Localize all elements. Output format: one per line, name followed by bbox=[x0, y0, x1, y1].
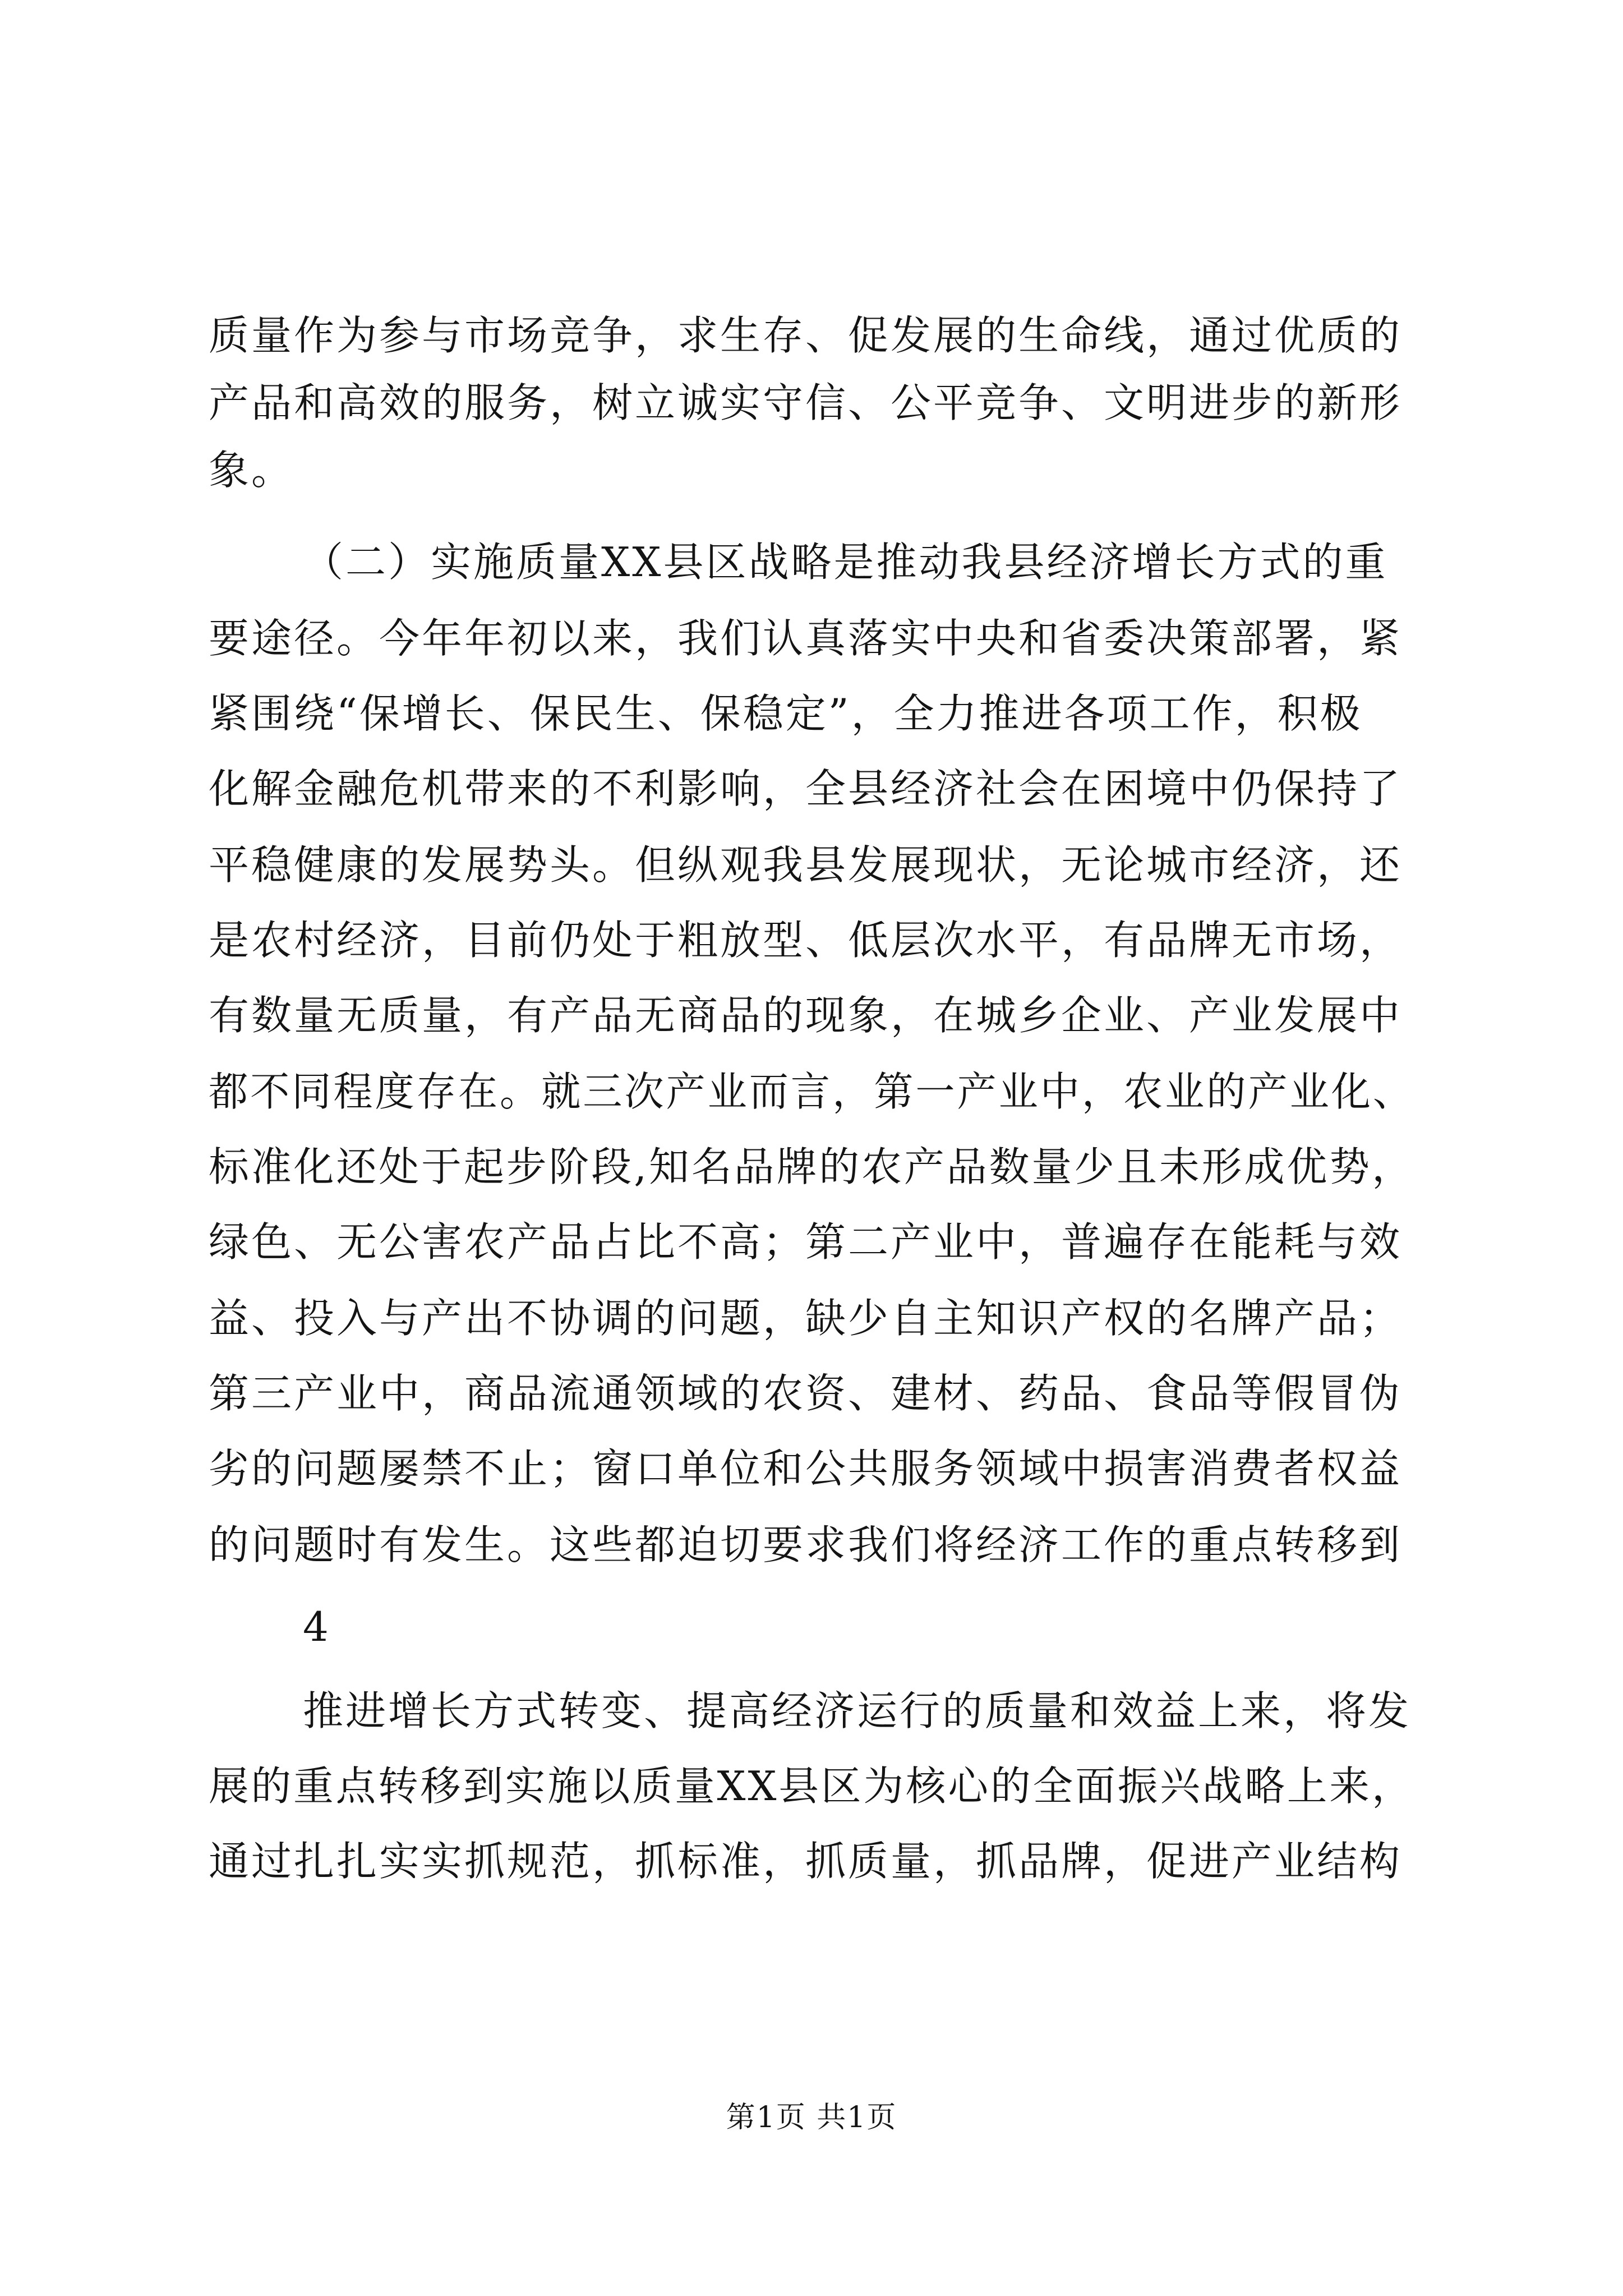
paragraph-2-line-2: 要途径。今年年初以来，我们认真落实中央和省委决策部署，紧 bbox=[209, 615, 1403, 662]
paragraph-2-line-5: 平稳健康的发展势头。但纵观我县发展现状，无论城市经济，还 bbox=[209, 841, 1403, 889]
paragraph-2-line-3: 紧围绕“保增长、保民生、保稳定”，全力推进各项工作，积极 bbox=[209, 690, 1363, 737]
paragraph-1-line-1: 质量作为参与市场竞争，求生存、促发展的生命线，通过优质的 bbox=[209, 312, 1403, 359]
paragraph-2-line-12: 第三产业中，商品流通领域的农资、建材、药品、食品等假冒伪 bbox=[209, 1370, 1403, 1417]
paragraph-2-line-4: 化解金融危机带来的不利影响，全县经济社会在困境中仍保持了 bbox=[209, 765, 1403, 812]
paragraph-2-line-1: （二）实施质量XX县区战略是推动我县经济增长方式的重 bbox=[303, 539, 1388, 586]
paragraph-2-line-8: 都不同程度存在。就三次产业而言，第一产业中，农业的产业化、 bbox=[209, 1068, 1415, 1115]
page-footer: 第1页 共1页 bbox=[726, 2101, 897, 2134]
paragraph-2-line-7: 有数量无质量，有产品无商品的现象，在城乡企业、产业发展中 bbox=[209, 992, 1403, 1039]
paragraph-1-line-3: 象。 bbox=[209, 447, 294, 494]
page-marker: 4 bbox=[303, 1603, 329, 1650]
paragraph-3-line-2: 展的重点转移到实施以质量XX县区为核心的全面振兴战略上来， bbox=[209, 1763, 1414, 1810]
paragraph-1-line-2: 产品和高效的服务，树立诚实守信、公平竞争、文明进步的新形 bbox=[209, 379, 1403, 426]
paragraph-2-line-11: 益、投入与产出不协调的问题，缺少自主知识产权的名牌产品； bbox=[209, 1295, 1403, 1342]
paragraph-2-line-10: 绿色、无公害农产品占比不高；第二产业中，普遍存在能耗与效 bbox=[209, 1218, 1403, 1266]
paragraph-2-line-13: 劣的问题屡禁不止；窗口单位和公共服务领域中损害消费者权益 bbox=[209, 1445, 1403, 1492]
paragraph-2-line-14: 的问题时有发生。这些都迫切要求我们将经济工作的重点转移到 bbox=[209, 1521, 1403, 1568]
paragraph-3-line-3: 通过扎扎实实抓规范，抓标准，抓质量，抓品牌，促进产业结构 bbox=[209, 1838, 1403, 1885]
paragraph-3-line-1: 推进增长方式转变、提高经济运行的质量和效益上来，将发 bbox=[303, 1687, 1412, 1734]
paragraph-2-line-6: 是农村经济，目前仍处于粗放型、低层次水平，有品牌无市场， bbox=[209, 917, 1403, 964]
paragraph-2-line-9: 标准化还处于起步阶段,知名品牌的农产品数量少且未形成优势， bbox=[209, 1143, 1414, 1190]
